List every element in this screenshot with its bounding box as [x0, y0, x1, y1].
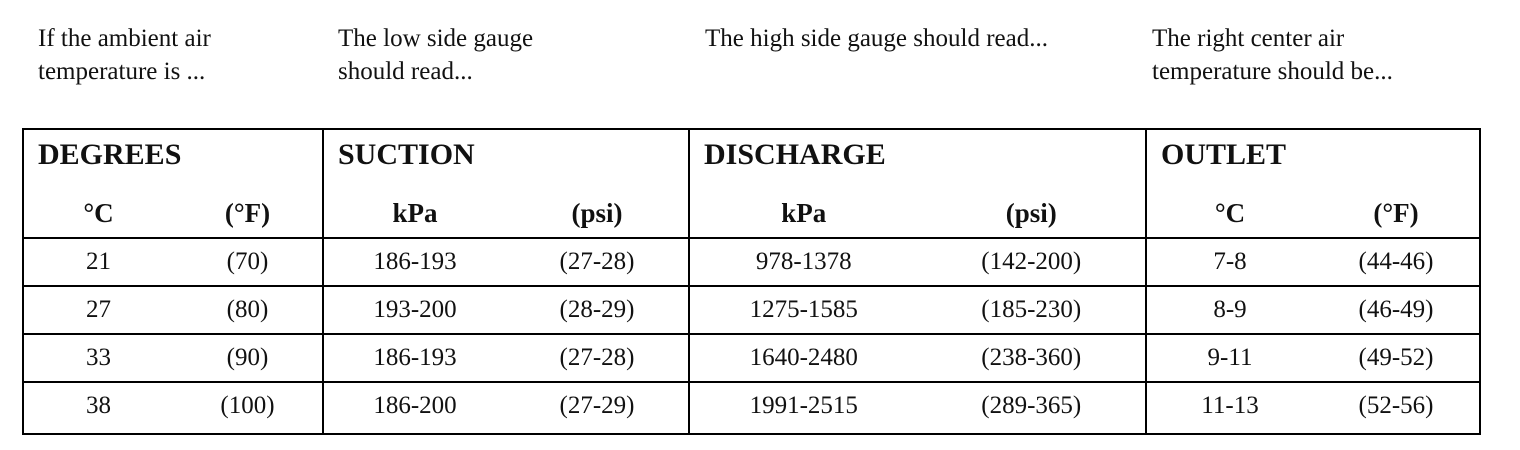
table-cell: 11-13 [1201, 392, 1259, 419]
table-row-3-degrees [24, 335, 324, 383]
header-title-degrees: DEGREES [38, 138, 182, 171]
table-cell: 21 [86, 248, 111, 275]
table-cell: 27 [86, 296, 111, 323]
table-row-1-outlet [1147, 239, 1479, 287]
table-cell: 7-8 [1213, 248, 1247, 275]
table-row-2-discharge [690, 287, 1147, 335]
table-row-2-outlet [1147, 287, 1479, 335]
header-outlet [1147, 130, 1479, 239]
table-cell: 38 [86, 392, 111, 419]
header-unit-celsius: °C [1214, 197, 1246, 228]
table-cell: 978-1378 [755, 248, 852, 275]
header-title-outlet: OUTLET [1161, 138, 1287, 171]
header-discharge [690, 130, 1147, 239]
table-cell: 186-193 [373, 248, 457, 275]
table-row-4-suction [324, 383, 690, 433]
header-degrees [24, 130, 324, 239]
table-cell: 186-200 [373, 392, 457, 419]
header-unit-celsius: °C [83, 197, 114, 228]
table-cell: (289-365) [981, 392, 1082, 419]
table-cell: (52-56) [1358, 392, 1434, 419]
table-cell: (27-29) [559, 392, 635, 419]
table-row-4-discharge [690, 383, 1147, 433]
table-cell: (185-230) [981, 296, 1082, 323]
header-suction [324, 130, 690, 239]
table-cell: (80) [226, 296, 269, 323]
intro-low-side-gauge: The low side gauge should read... [338, 25, 534, 85]
header-unit-kpa: kPa [392, 197, 438, 228]
header-unit-psi: (psi) [1005, 197, 1057, 228]
table-cell: (46-49) [1358, 296, 1434, 323]
intro-outlet-temperature: The right center air temperature should be... [1152, 25, 1393, 85]
pressure-temperature-table [22, 128, 1481, 435]
table-cell: 8-9 [1213, 296, 1247, 323]
table-row-2-suction [324, 287, 690, 335]
table-cell: (238-360) [981, 344, 1082, 371]
table-cell: (28-29) [559, 296, 635, 323]
table-cell: (44-46) [1358, 248, 1434, 275]
header-unit-kpa: kPa [781, 197, 827, 228]
header-title-discharge: DISCHARGE [704, 138, 886, 171]
table-row-2-degrees [24, 287, 324, 335]
table-cell: 1640-2480 [749, 344, 858, 371]
table-row-3-discharge [690, 335, 1147, 383]
header-unit-fahrenheit: (°F) [1373, 197, 1419, 228]
table-cell: (90) [226, 344, 269, 371]
table-cell: 33 [86, 344, 111, 371]
table-cell: (70) [226, 248, 269, 275]
header-unit-fahrenheit: (°F) [224, 197, 271, 228]
table-cell: (142-200) [981, 248, 1082, 275]
table-cell: 9-11 [1207, 344, 1253, 371]
table-cell: (49-52) [1358, 344, 1434, 371]
table-cell: (27-28) [559, 344, 635, 371]
header-title-suction: SUCTION [338, 138, 475, 171]
table-row-4-outlet [1147, 383, 1479, 433]
intro-high-side-gauge: The high side gauge should read... [705, 25, 1048, 52]
table-row-3-outlet [1147, 335, 1479, 383]
table-row-1-discharge [690, 239, 1147, 287]
table-row-3-suction [324, 335, 690, 383]
table-cell: 1275-1585 [749, 296, 858, 323]
table-cell: 186-193 [373, 344, 457, 371]
table-row-4-degrees [24, 383, 324, 433]
header-unit-psi: (psi) [571, 197, 623, 228]
intro-ambient-temperature: If the ambient air temperature is ... [38, 25, 211, 85]
table-cell: 193-200 [373, 296, 457, 323]
table-row-1-degrees [24, 239, 324, 287]
table-cell: (27-28) [559, 248, 635, 275]
table-cell: 1991-2515 [749, 392, 858, 419]
table-row-1-suction [324, 239, 690, 287]
table-cell: (100) [220, 392, 275, 419]
